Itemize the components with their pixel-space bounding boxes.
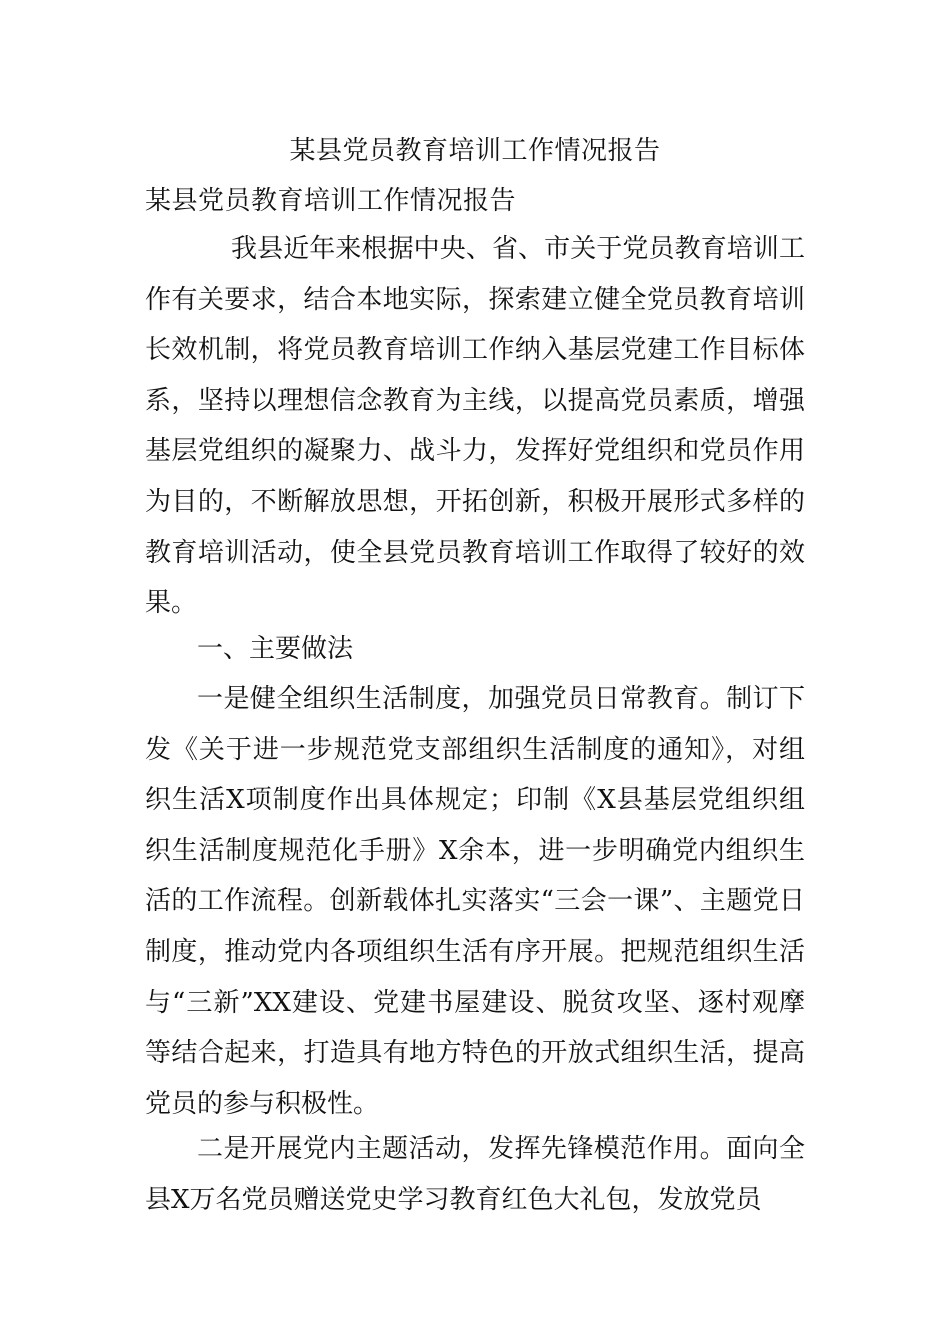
point-one-paragraph: 一是健全组织生活制度，加强党员日常教育。制订下发《关于进一步规范党支部组织生活制度的通知》，对组织生活X项制度作出具体规定；印制《X县基层党组织组织生活制度规范化手册》X余本，进一步明确党内组织生活的工作流程。创新载体扎实落实“三会一课”、主题党日制度，推动党内各项组织生活有序开展。把规范组织生活与“三新”XX建设、党建书屋建设、脱贫攻坚、逐村观摩等结合起来，打造具有地方特色的开放式组织生活，提高党员的参与积极性。 [145, 684, 805, 1119]
section-heading: 一、主要做法 [197, 634, 354, 664]
document-title: 某县党员教育培训工作情况报告 [289, 136, 661, 166]
intro-paragraph: 我县近年来根据中央、省、市关于党员教育培训工作有关要求，结合本地实际，探索建立健全党员教育培训长效机制，将党员教育培训工作纳入基层党建工作目标体系，坚持以理想信念教育为主线，以提高党员素质，增强基层党组织的凝聚力、战斗力，发挥好党组织和党员作用为目的，不断解放思想，开拓创新，积极开展形式多样的教育培训活动，使全县党员教育培训工作取得了较好的效果。 [145, 234, 805, 619]
point-two-paragraph: 二是开展党内主题活动，发挥先锋模范作用。面向全县X万名党员赠送党史学习教育红色大礼包，发放党员 [145, 1134, 805, 1215]
document-subtitle: 某县党员教育培训工作情况报告 [145, 186, 517, 216]
